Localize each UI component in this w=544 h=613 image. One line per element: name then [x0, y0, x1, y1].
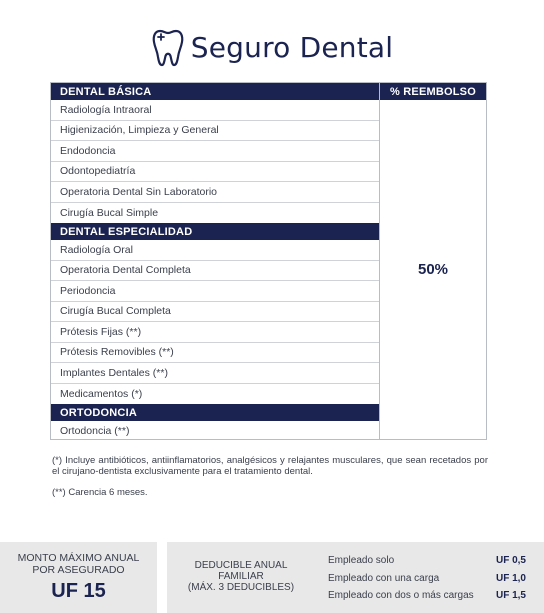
table-row: Cirugía Bucal Completa — [51, 302, 379, 323]
monto-maximo-panel — [0, 542, 157, 613]
table-row: Ortodoncia (**) — [60, 425, 130, 438]
deducible-row-label: Empleado con una carga — [328, 572, 440, 584]
table-row: Operatoria Dental Completa — [51, 261, 379, 282]
table-row: Periodoncia — [51, 281, 379, 302]
coverage-list — [51, 83, 379, 439]
monto-label — [0, 552, 157, 576]
deducible-row — [328, 570, 526, 588]
deducible-row-label: Empleado con dos o más cargas — [328, 590, 474, 602]
deducible-label-line3: (MÁX. 3 DEDUCIBLES) — [187, 582, 295, 593]
deducible-row-label: Empleado solo — [328, 555, 395, 567]
reembolso-value: 50% — [417, 261, 449, 278]
section-header-basica: DENTAL BÁSICA — [51, 83, 379, 100]
deducible-row-value: UF 1,0 — [495, 572, 526, 584]
page-title: Seguro Dental — [190, 30, 394, 64]
deducible-label-line2: FAMILIAR — [218, 571, 264, 582]
deducible-row-value: UF 0,5 — [495, 555, 526, 567]
table-row: Prótesis Fijas (**) — [51, 322, 379, 343]
table-row: Radiología Oral — [51, 240, 379, 261]
section-header-especialidad: DENTAL ESPECIALIDAD — [51, 223, 379, 240]
table-row: Implantes Dentales (**) — [51, 363, 379, 384]
table-row: Endodoncia — [51, 141, 379, 162]
footnote-1: (*) Incluye antibióticos, antiinflamatorios, analgésicos y relajantes musculares, que sean recetados por el cirujano-dentista exclusivamente para el tratamiento dental. — [52, 455, 488, 477]
deducible-panel — [167, 542, 544, 613]
footnotes — [52, 455, 488, 498]
deducible-label — [179, 560, 303, 593]
monto-value: UF 15 — [51, 580, 106, 602]
monto-label-line2: POR ASEGURADO — [32, 564, 125, 576]
monto-label-line1: MONTO MÁXIMO ANUAL — [17, 552, 140, 564]
table-row: Radiología Intraoral — [51, 100, 379, 121]
footnote-2: (**) Carencia 6 meses. — [52, 487, 148, 498]
deducible-list — [328, 552, 526, 605]
table-row: Prótesis Removibles (**) — [51, 343, 379, 364]
table-row: Cirugía Bucal Simple — [60, 206, 159, 219]
deducible-row — [328, 552, 526, 570]
section-header-ortodoncia: ORTODONCIA — [51, 404, 379, 421]
table-row: Medicamentos (*) — [60, 387, 143, 400]
tooth-icon — [151, 27, 185, 67]
page-header — [0, 24, 544, 70]
table-row: Higienización, Limpieza y General — [51, 121, 379, 142]
deducible-row-value: UF 1,5 — [495, 590, 526, 602]
reembolso-column — [379, 83, 486, 439]
reembolso-header: % REEMBOLSO — [380, 83, 486, 100]
table-row: Odontopediatría — [51, 162, 379, 183]
deducible-label-line1: DEDUCIBLE ANUAL — [194, 560, 288, 571]
coverage-table — [50, 82, 487, 440]
table-row: Operatoria Dental Sin Laboratorio — [51, 182, 379, 203]
deducible-row — [328, 587, 526, 605]
